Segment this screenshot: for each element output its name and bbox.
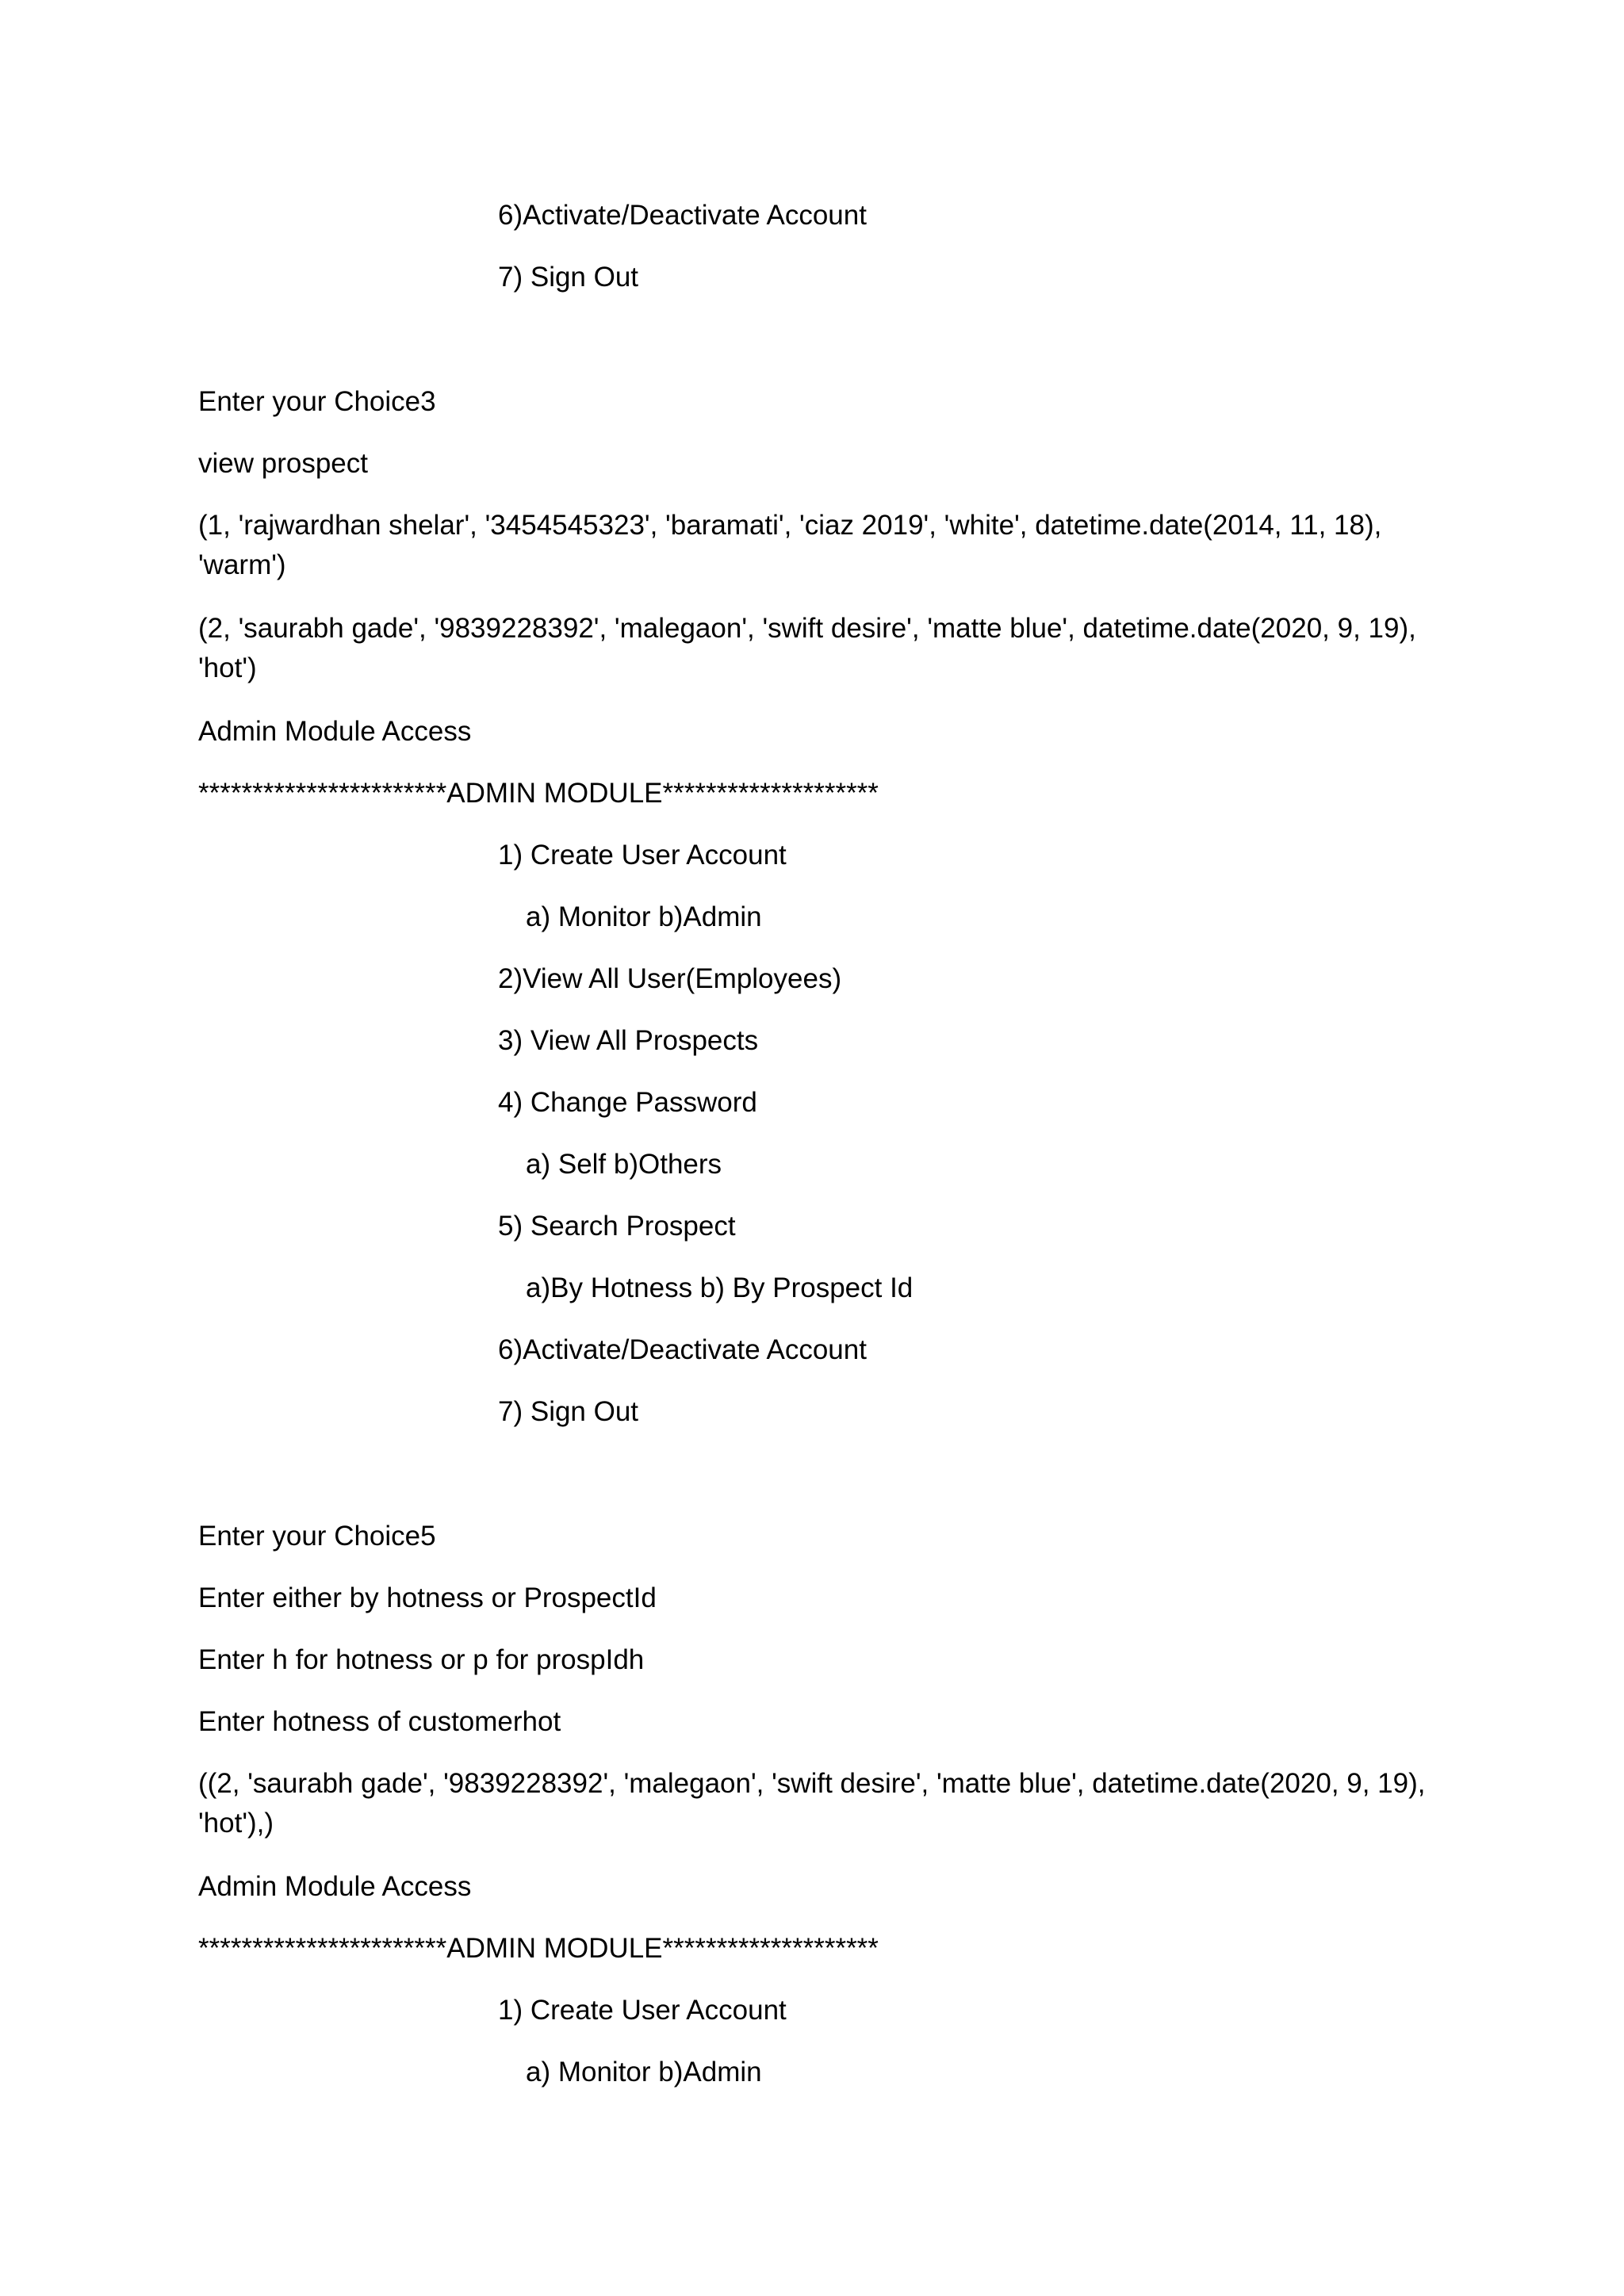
search-result: ((2, 'saurabh gade', '9839228392', 'malegaon', 'swift desire', 'matte blue', datetime.date(2020, 9, 19), 'hot'),)	[198, 1768, 1426, 1839]
menu-subitem: a)By Hotness b) By Prospect Id	[526, 1272, 914, 1303]
menu-item-create-user: 1) Create User Account	[498, 1995, 787, 2026]
menu-item-view-users: 2)View All User(Employees)	[498, 963, 842, 994]
menu-subitem: a) Monitor b)Admin	[526, 2057, 762, 2087]
menu-item-sign-out: 7) Sign Out	[498, 1396, 639, 1427]
output-line: Enter either by hotness or ProspectId	[198, 1582, 657, 1613]
module-access-label: Admin Module Access	[198, 716, 472, 747]
menu-item-sign-out: 7) Sign Out	[498, 262, 639, 293]
choice-prompt: Enter your Choice3	[198, 386, 436, 417]
menu-subitem: a) Monitor b)Admin	[526, 901, 762, 932]
menu-item-search-prospect: 5) Search Prospect	[498, 1211, 736, 1242]
menu-subitem: a) Self b)Others	[526, 1149, 722, 1180]
module-banner: ***********************ADMIN MODULE********************	[198, 1933, 879, 1964]
menu-item-activate-deactivate: 6)Activate/Deactivate Account	[498, 1334, 867, 1365]
menu-item-view-prospects: 3) View All Prospects	[498, 1025, 759, 1056]
module-access-label: Admin Module Access	[198, 1871, 472, 1902]
menu-item-create-user: 1) Create User Account	[498, 840, 787, 871]
prospect-record: (1, 'rajwardhan shelar', '3454545323', 'baramati', 'ciaz 2019', 'white', datetime.date(2014, 11, 18), 'warm')	[198, 510, 1382, 580]
choice-prompt: Enter your Choice5	[198, 1521, 436, 1552]
menu-item-activate-deactivate: 6)Activate/Deactivate Account	[498, 200, 867, 231]
menu-item-change-password: 4) Change Password	[498, 1087, 757, 1118]
module-banner: ***********************ADMIN MODULE********************	[198, 778, 879, 809]
prospect-record: (2, 'saurabh gade', '9839228392', 'malegaon', 'swift desire', 'matte blue', datetime.date(2020, 9, 19), 'hot')	[198, 613, 1416, 683]
output-line: Enter hotness of customerhot	[198, 1706, 561, 1737]
output-heading: view prospect	[198, 448, 368, 479]
output-line: Enter h for hotness or p for prospIdh	[198, 1644, 645, 1675]
